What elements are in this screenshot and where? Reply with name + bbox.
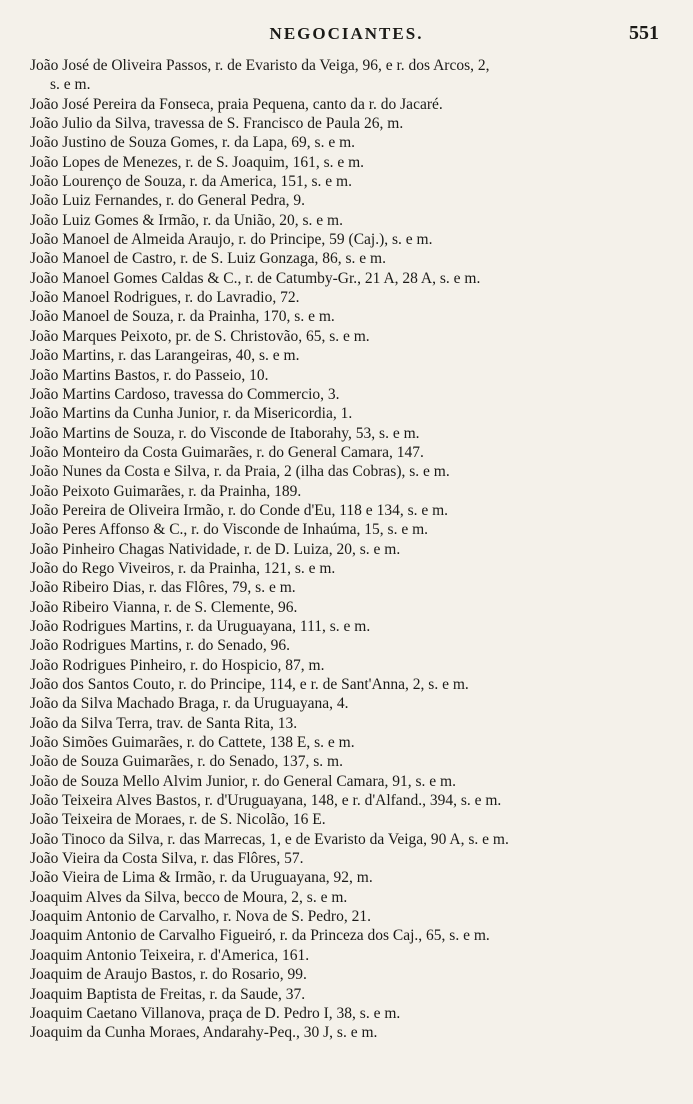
list-item: João Martins Cardoso, travessa do Commercio, 3. bbox=[30, 385, 340, 403]
list-item: João Rodrigues Martins, r. da Uruguayana, 111, s. e m. bbox=[30, 617, 371, 635]
list-item: João Teixeira Alves Bastos, r. d'Uruguayana, 148, e r. d'Alfand., 394, s. e m. bbox=[30, 792, 502, 810]
list-item: João Pereira de Oliveira Irmão, r. do Conde d'Eu, 118 e 134, s. e m. bbox=[30, 501, 449, 519]
list-item: João Tinoco da Silva, r. das Marrecas, 1, e de Evaristo da Veiga, 90 A, s. e m. bbox=[30, 830, 509, 848]
list-item: João Manoel Rodrigues, r. do Lavradio, 72. bbox=[30, 289, 300, 307]
running-head: NEGOCIANTES. bbox=[269, 24, 424, 43]
list-item: João Nunes da Costa e Silva, r. da Praia, 2 (ilha das Cobras), s. e m. bbox=[30, 463, 450, 481]
list-item: João Ribeiro Vianna, r. de S. Clemente, 96. bbox=[30, 598, 298, 616]
list-item: João Luiz Gomes & Irmão, r. da União, 20, s. e m. bbox=[30, 211, 343, 229]
list-item: João Rodrigues Martins, r. do Senado, 96. bbox=[30, 637, 291, 655]
list-item: João Marques Peixoto, pr. de S. Christovão, 65, s. e m. bbox=[30, 327, 370, 345]
list-item: Joaquim Antonio de Carvalho Figueiró, r. da Princeza dos Caj., 65, s. e m. bbox=[30, 927, 490, 945]
list-item: João Rodrigues Pinheiro, r. do Hospicio, 87, m. bbox=[30, 656, 325, 674]
list-item: João José de Oliveira Passos, r. de Evaristo da Veiga, 96, e r. dos Arcos, 2, bbox=[30, 57, 490, 74]
list-item: João Luiz Fernandes, r. do General Pedra, 9. bbox=[30, 192, 306, 210]
list-item: João Ribeiro Dias, r. das Flôres, 79, s. e m. bbox=[30, 579, 296, 597]
list-item: João da Silva Machado Braga, r. da Uruguayana, 4. bbox=[30, 695, 349, 713]
list-item: Joaquim da Cunha Moraes, Andarahy-Peq., 30 J, s. e m. bbox=[30, 1024, 378, 1042]
list-item: João dos Santos Couto, r. do Principe, 114, e r. de Sant'Anna, 2, s. e m. bbox=[30, 676, 469, 693]
list-item: João de Souza Guimarães, r. do Senado, 137, s. m. bbox=[30, 753, 343, 771]
list-item: João de Souza Mello Alvim Junior, r. do General Camara, 91, s. e m. bbox=[30, 772, 456, 790]
list-item: Joaquim Alves da Silva, becco de Moura, 2, s. e m. bbox=[30, 888, 348, 906]
list-item: João Peres Affonso & C., r. do Visconde de Inhaúma, 15, s. e m. bbox=[30, 521, 429, 539]
list-item: João Simões Guimarães, r. do Cattete, 138 E, s. e m. bbox=[30, 734, 355, 752]
list-item: João Vieira de Lima & Irmão, r. da Uruguayana, 92, m. bbox=[30, 869, 373, 887]
list-item: João Martins de Souza, r. do Visconde de Itaborahy, 53, s. e m. bbox=[30, 424, 420, 442]
list-item: Joaquim Antonio Teixeira, r. d'America, 161. bbox=[30, 946, 310, 964]
list-item: João da Silva Terra, trav. de Santa Rita, 13. bbox=[30, 714, 298, 732]
list-item: João Justino de Souza Gomes, r. da Lapa, 69, s. e m. bbox=[30, 134, 356, 152]
list-item: Joaquim Antonio de Carvalho, r. Nova de S. Pedro, 21. bbox=[30, 908, 371, 926]
list-item: João Martins da Cunha Junior, r. da Misericordia, 1. bbox=[30, 405, 353, 423]
list-item: João Manoel Gomes Caldas & C., r. de Catumby-Gr., 21 A, 28 A, s. e m. bbox=[30, 269, 481, 287]
list-item: João Teixeira de Moraes, r. de S. Nicolão, 16 E. bbox=[30, 811, 326, 829]
list-item: Joaquim Baptista de Freitas, r. da Saude, 37. bbox=[30, 985, 306, 1003]
list-item: Joaquim Caetano Villanova, praça de D. Pedro I, 38, s. e m. bbox=[30, 1004, 401, 1022]
list-item: João Lourenço de Souza, r. da America, 151, s. e m. bbox=[30, 173, 352, 191]
list-item: João Manoel de Castro, r. de S. Luiz Gonzaga, 86, s. e m. bbox=[30, 250, 386, 268]
list-item: João Manoel de Souza, r. da Prainha, 170, s. e m. bbox=[30, 308, 335, 326]
list-item: João Manoel de Almeida Araujo, r. do Principe, 59 (Caj.), s. e m. bbox=[30, 231, 433, 249]
list-item: João do Rego Viveiros, r. da Prainha, 121, s. e m. bbox=[30, 559, 336, 577]
merchant-list bbox=[30, 56, 663, 1043]
list-item: João José Pereira da Fonseca, praia Pequena, canto da r. do Jacaré. bbox=[30, 95, 443, 113]
list-item: João Martins Bastos, r. do Passeio, 10. bbox=[30, 366, 269, 384]
list-item: João Peixoto Guimarães, r. da Prainha, 189. bbox=[30, 482, 302, 500]
page-number: 551 bbox=[629, 22, 659, 44]
list-item: João Pinheiro Chagas Natividade, r. de D. Luiza, 20, s. e m. bbox=[30, 540, 401, 558]
list-item-continuation: s. e m. bbox=[50, 76, 91, 94]
list-item: João Vieira da Costa Silva, r. das Flôres, 57. bbox=[30, 850, 304, 868]
list-item: João Monteiro da Costa Guimarães, r. do General Camara, 147. bbox=[30, 443, 424, 461]
page-header bbox=[30, 22, 663, 56]
list-item: João Martins, r. das Larangeiras, 40, s. e m. bbox=[30, 347, 300, 365]
list-item: João Lopes de Menezes, r. de S. Joaquim, 161, s. e m. bbox=[30, 153, 365, 171]
list-item: João Julio da Silva, travessa de S. Francisco de Paula 26, m. bbox=[30, 115, 404, 133]
list-item: Joaquim de Araujo Bastos, r. do Rosario, 99. bbox=[30, 966, 307, 984]
